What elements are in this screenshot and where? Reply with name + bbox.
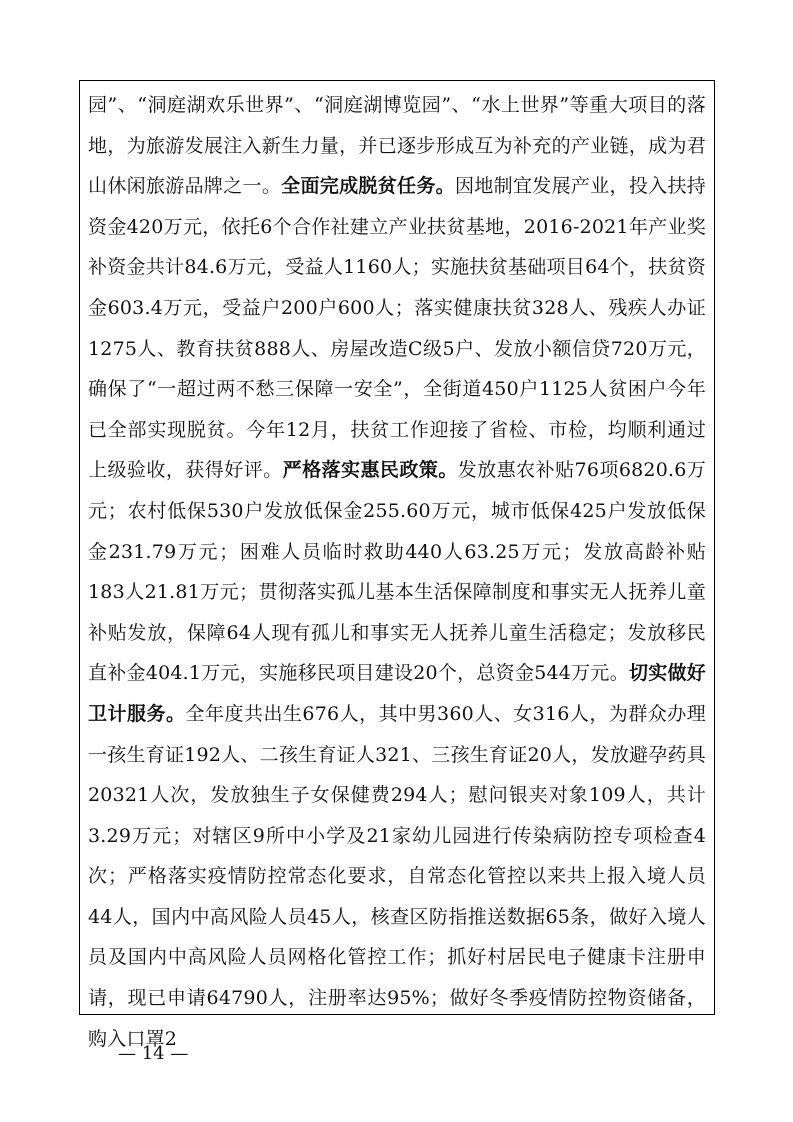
text-segment-1: 园”、“洞庭湖欢乐世界”、“洞庭湖博览园”、“水上世界”等重大项目的落地，为旅游发展注入新生力量，并已逐步形成互为补充的产业链，成为君山休闲旅游品牌之一。 (88, 94, 706, 198)
heading-poverty: 全面完成脱贫任务。 (281, 175, 455, 198)
heading-welfare: 严格落实惠民政策。 (282, 459, 458, 482)
page-number: — 14 — (118, 1043, 189, 1064)
text-segment-4: 全年度共出生676人，其中男360人、女316人，为群众办理一孩生育证192人、二孩生育证人321、三孩生育证20人，发放避孕药具20321人次，发放独生子女保健费294人；慰问银夹对象109人，共计3.29万元；对辖区9所中小学及21家幼儿园进行传染病防控专项检查4次；严格落实疫情防控常态化要求，自常态化管控以来共上报入境人员44人，国内中高风险人员45人，核查区防指推送数据65条，做好入境人员及国内中高风险人员网格化管控工作；抓好村居民电子健康卡注册申请，现已申请64790人，注册率达95%；做好冬季疫情防控物资储备，购入口罩2 (88, 702, 706, 1050)
text-segment-2: 因地制宜发展产业，投入扶持资金420万元，依托6个合作社建立产业扶贫基地，2016-2021年产业奖补资金共计84.6万元，受益人1160人；实施扶贫基础项目64个，扶贫资金603.4万元，受益户200户600人；落实健康扶贫328人、残疾人办证1275人、教育扶贫888人、房屋改造C级5户、发放小额信贷720万元，确保了“一超过两不愁三保障一安全”，全街道450户1125人贫困户今年已全部实现脱贫。今年12月，扶贫工作迎接了省检、市检，均顺利通过上级验收，获得好评。 (88, 175, 706, 482)
text-segment-3: 发放惠农补贴76项6820.6万元；农村低保530户发放低保金255.60万元，城市低保425户发放低保金231.79万元；困难人员临时救助440人63.25万元；发放高龄补贴183人21.81万元；贯彻落实孤儿基本生活保障制度和事实无人抚养儿童补贴发放，保障64人现有孤儿和事实无人抚养儿童生活稳定；发放移民直补金404.1万元，实施移民项目建设20个，总资金544万元。 (88, 459, 706, 685)
heading-health: 切实做好卫计服务。 (88, 662, 706, 725)
content-frame (79, 80, 715, 1050)
body-paragraph (88, 85, 706, 1059)
